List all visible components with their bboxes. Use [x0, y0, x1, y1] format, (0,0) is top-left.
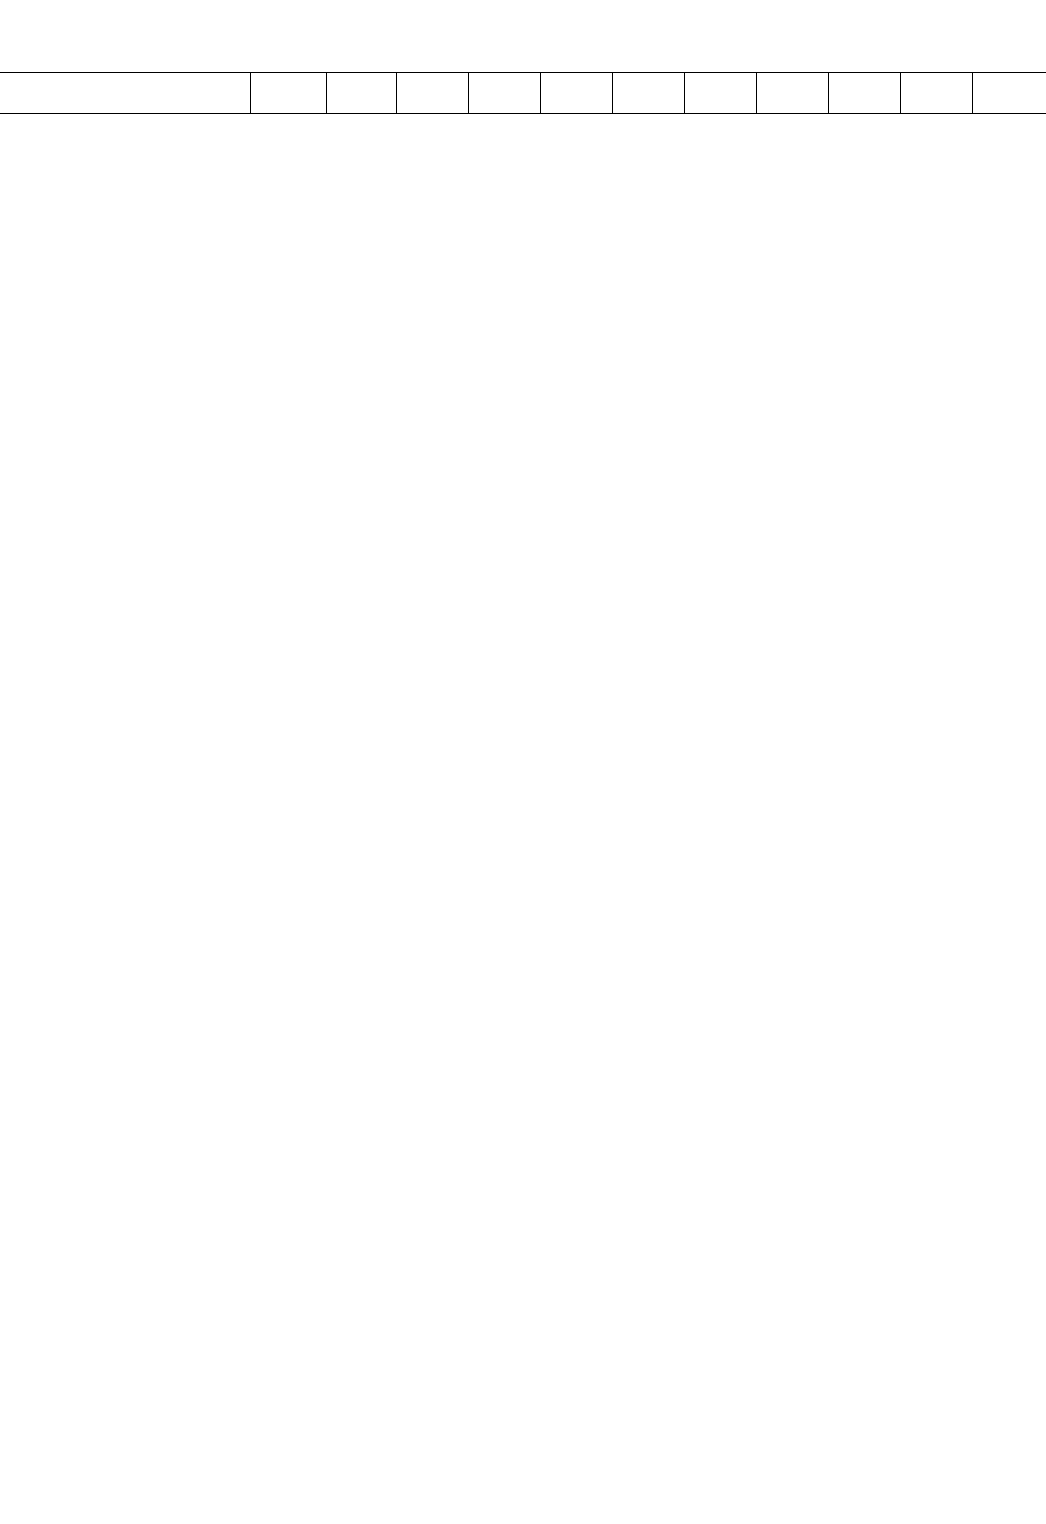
- data-table: [0, 72, 1046, 114]
- header-year: [756, 73, 828, 114]
- header-row: [0, 73, 1046, 114]
- header-year: [900, 73, 972, 114]
- header-year: [684, 73, 756, 114]
- header-year: [612, 73, 684, 114]
- header-s40: [250, 73, 326, 114]
- header-year: [396, 73, 468, 114]
- header-h12: [326, 73, 396, 114]
- header-year: [828, 73, 900, 114]
- header-year: [468, 73, 540, 114]
- header-year: [540, 73, 612, 114]
- header-category: [0, 73, 250, 114]
- header-year: [972, 73, 1046, 114]
